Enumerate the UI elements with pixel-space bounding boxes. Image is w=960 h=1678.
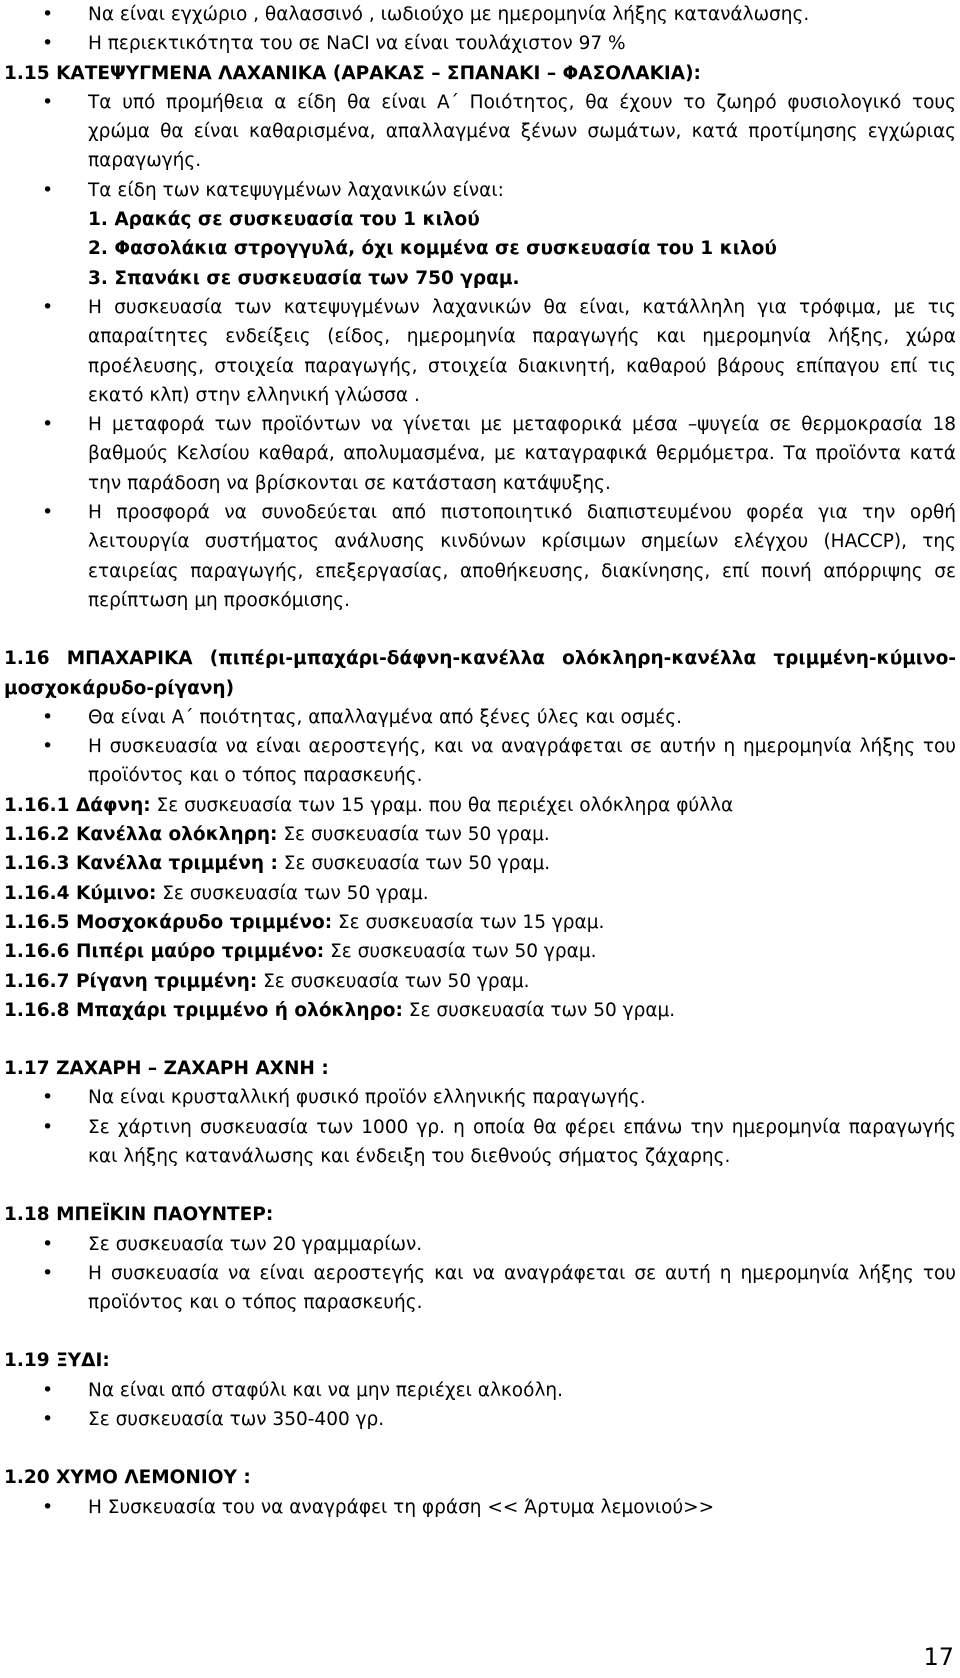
list-item: • Η προσφορά να συνοδεύεται από πιστοποιητικό διαπιστευμένου φορέα για την ορθή λειτουργία συστήματος ανάλυσης κινδύνων κρίσιμων σημείων ελέγχου (HACCP), της εταιρείας παραγωγής, επεξεργασίας, αποθήκευσης, διακίνησης, επί ποινή απόρριψης σε περίπτωση μη προσκόμισης. bbox=[4, 498, 956, 615]
spice-label: 1.16.4 Κύμινο: bbox=[4, 882, 157, 904]
spacer bbox=[4, 1171, 956, 1200]
spice-label: 1.16.2 Κανέλλα ολόκληρη: bbox=[4, 824, 278, 846]
numbered-item: 2. Φασολάκια στρογγυλά, όχι κομμένα σε συσκευασία του 1 κιλού bbox=[88, 238, 777, 260]
spice-text: Σε συσκευασία των 50 γραμ. bbox=[324, 941, 597, 963]
list-item: • Να είναι από σταφύλι και να μην περιέχει αλκοόλη. bbox=[4, 1376, 956, 1405]
spice-label: 1.16.3 Κανέλλα τριμμένη : bbox=[4, 853, 278, 875]
numbered-item: 3. Σπανάκι σε συσκευασία των 750 γραμ. bbox=[88, 267, 520, 289]
spice-text: Σε συσκευασία των 50 γραμ. bbox=[257, 970, 530, 992]
spice-item-5 bbox=[4, 908, 956, 937]
spice-item-6 bbox=[4, 937, 956, 966]
spice-item-1 bbox=[4, 791, 956, 820]
spice-text: Σε συσκευασία των 15 γραμ. που θα περιέχει ολόκληρα φύλλα bbox=[150, 794, 734, 816]
section-1-19-list bbox=[4, 1376, 956, 1435]
list-item: • Θα είναι Α΄ ποιότητας, απαλλαγμένα από ξένες ύλες και οσμές. bbox=[4, 703, 956, 732]
spice-item-3 bbox=[4, 849, 956, 878]
section-heading-1-19: 1.19 ΞΥΔΙ: bbox=[4, 1350, 110, 1372]
spice-item-4 bbox=[4, 879, 956, 908]
spice-label: 1.16.5 Μοσχοκάρυδο τριμμένο: bbox=[4, 911, 333, 933]
list-item: • Η περιεκτικότητα του σε NaCI να είναι τουλάχιστον 97 % bbox=[4, 29, 956, 58]
page-number: 17 bbox=[923, 1643, 954, 1671]
list-item: • Τα είδη των κατεψυγμένων λαχανικών είναι: bbox=[4, 176, 956, 205]
list-item: • Η συσκευασία να είναι αεροστεγής και να αναγράφεται σε αυτή η ημερομηνία λήξης του προϊόντος και ο τόπος παρασκευής. bbox=[4, 1259, 956, 1318]
list-item: • Η συσκευασία των κατεψυγμένων λαχανικών θα είναι, κατάλληλη για τρόφιμα, με τις απαραίτητες ενδείξεις (είδος, ημερομηνία παραγωγής και ημερομηνία λήξης, χώρα προέλευσης, στοιχεία παραγωγής, στοιχεία διακινητή, καθαρού βάρους επίπαγου επί τις εκατό κλπ) στην ελληνική γλώσσα . bbox=[4, 293, 956, 410]
spice-text: Σε συσκευασία των 50 γραμ. bbox=[156, 882, 429, 904]
spice-label: 1.16.8 Μπαχάρι τριμμένο ή ολόκληρο: bbox=[4, 999, 403, 1021]
list-item: • Σε χάρτινη συσκευασία των 1000 γρ. η οποία θα φέρει επάνω την ημερομηνία παραγωγής και λήξης κατανάλωσης και ένδειξη του διεθνούς σήματος ζάχαρης. bbox=[4, 1113, 956, 1172]
section-heading-1-15: 1.15 ΚΑΤΕΨΥΓΜΕΝΑ ΛΑΧΑΝΙΚΑ (ΑΡΑΚΑΣ – ΣΠΑΝΑΚΙ – ΦΑΣΟΛΑΚΙΑ): bbox=[4, 62, 701, 84]
section-heading-1-18: 1.18 ΜΠΕΪΚΙΝ ΠΑΟΥΝΤΕΡ: bbox=[4, 1204, 274, 1226]
spice-label: 1.16.6 Πιπέρι μαύρο τριμμένο: bbox=[4, 941, 325, 963]
list-item: • Η Συσκευασία του να αναγράφει τη φράση << Άρτυμα λεμονιού>> bbox=[4, 1493, 956, 1522]
spice-text: Σε συσκευασία των 15 γραμ. bbox=[332, 911, 605, 933]
list-item: • Να είναι κρυσταλλική φυσικό προϊόν ελληνικής παραγωγής. bbox=[4, 1083, 956, 1112]
list-item: • Η μεταφορά των προϊόντων να γίνεται με μεταφορικά μέσα –ψυγεία σε θερμοκρασία 18 βαθμούς Κελσίου καθαρά, απολυμασμένα, με καταγραφικά θερμόμετρα. Τα προϊόντα κατά την παράδοση να βρίσκονται σε κατάσταση κατάψυξης. bbox=[4, 410, 956, 498]
spice-text: Σε συσκευασία των 50 γραμ. bbox=[402, 999, 676, 1021]
spacer bbox=[4, 1434, 956, 1463]
spice-label: 1.16.7 Ρίγανη τριμμένη: bbox=[4, 970, 258, 992]
section-1-15-list bbox=[4, 88, 956, 205]
section-1-17-list bbox=[4, 1083, 956, 1171]
section-heading-1-16: 1.16 ΜΠΑΧΑΡΙΚΑ (πιπέρι-μπαχάρι-δάφνη-κανέλλα ολόκληρη-κανέλλα τριμμένη-κύμινο- μοσχοκάρυδο-ρίγανη) bbox=[4, 648, 956, 699]
section-1-15-list-2 bbox=[4, 293, 956, 615]
spice-text: Σε συσκευασία των 50 γραμ. bbox=[277, 853, 551, 875]
spacer bbox=[4, 1317, 956, 1346]
spice-item-8 bbox=[4, 996, 956, 1025]
spacer bbox=[4, 615, 956, 644]
list-item: • Να είναι εγχώριο , θαλασσινό , ιωδιούχο με ημερομηνία λήξης κατανάλωσης. bbox=[4, 0, 956, 29]
numbered-item: 1. Αρακάς σε συσκευασία του 1 κιλού bbox=[88, 209, 480, 231]
list-item: • Η συσκευασία να είναι αεροστεγής, και να αναγράφεται σε αυτήν η ημερομηνία λήξης του προϊόντος και ο τόπος παρασκευής. bbox=[4, 732, 956, 791]
section-heading-1-20: 1.20 ΧΥΜΟ ΛΕΜΟΝΙΟΥ : bbox=[4, 1467, 251, 1489]
spice-label: 1.16.1 Δάφνη: bbox=[4, 794, 151, 816]
document-page bbox=[4, 0, 956, 1522]
section-1-18-list bbox=[4, 1230, 956, 1318]
spice-item-7 bbox=[4, 967, 956, 996]
spice-item-2 bbox=[4, 820, 956, 849]
section-heading-1-17: 1.17 ΖΑΧΑΡΗ – ΖΑΧΑΡΗ ΑΧΝΗ : bbox=[4, 1058, 329, 1080]
section-1-16-list bbox=[4, 703, 956, 791]
intro-list bbox=[4, 0, 956, 59]
spacer bbox=[4, 1025, 956, 1054]
list-item: • Σε συσκευασία των 350-400 γρ. bbox=[4, 1405, 956, 1434]
spice-text: Σε συσκευασία των 50 γραμ. bbox=[277, 824, 550, 846]
section-1-20-list bbox=[4, 1493, 956, 1522]
list-item: • Τα υπό προμήθεια α είδη θα είναι Α΄ Ποιότητος, θα έχουν το ζωηρό φυσιολογικό τους χρώμα θα είναι καθαρισμένα, απαλλαγμένα ξένων σωμάτων, κατά προτίμησης εγχώριας παραγωγής. bbox=[4, 88, 956, 176]
list-item: • Σε συσκευασία των 20 γραμμαρίων. bbox=[4, 1230, 956, 1259]
